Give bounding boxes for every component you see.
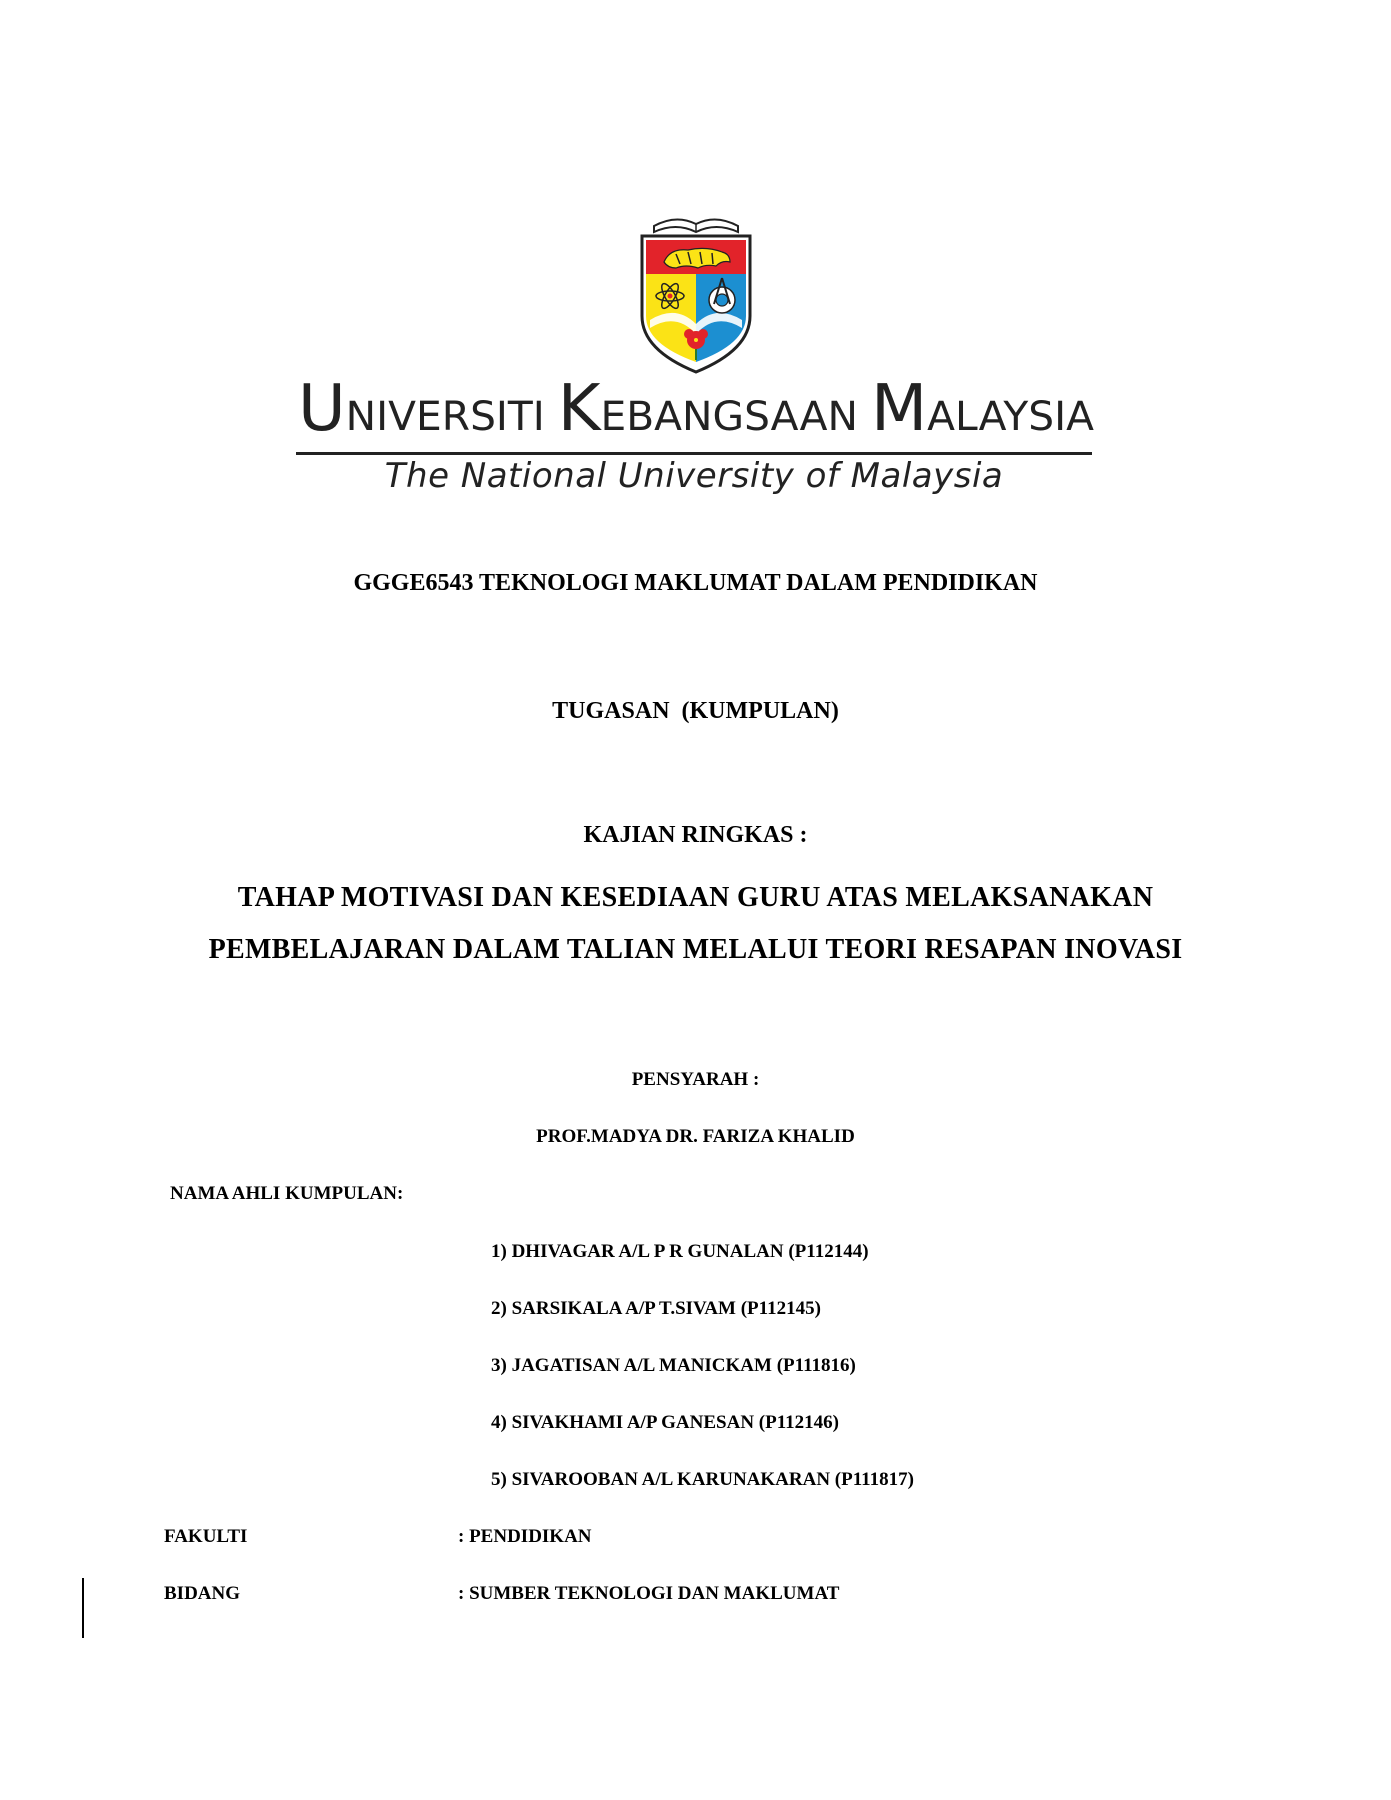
university-wordmark <box>296 370 1096 440</box>
member-item: 4) SIVAKHAMI A/P GANESAN (P112146) <box>491 1412 840 1433</box>
svg-text:UNIVERSITI KEBANGSAAN MALAYSIA: UNIVERSITI KEBANGSAAN MALAYSIA <box>298 372 1092 440</box>
logo-divider <box>296 452 1092 455</box>
faculty-label: FAKULTI <box>164 1526 248 1547</box>
lecturer-name: PROF.MADYA DR. FARIZA KHALID <box>536 1126 855 1147</box>
text-cursor <box>82 1578 84 1638</box>
course-title: GGGE6543 TEKNOLOGI MAKLUMAT DALAM PENDIDIKAN <box>353 570 1038 596</box>
university-tagline: The National University of Malaysia <box>384 456 1004 496</box>
member-item: 3) JAGATISAN A/L MANICKAM (P111816) <box>491 1355 856 1376</box>
field-value: : SUMBER TEKNOLOGI DAN MAKLUMAT <box>458 1583 840 1604</box>
faculty-value: : PENDIDIKAN <box>458 1526 592 1547</box>
lecturer-label: PENSYARAH : <box>631 1069 760 1090</box>
assignment-type: TUGASAN (KUMPULAN) <box>552 698 839 724</box>
members-label: NAMA AHLI KUMPULAN: <box>170 1183 404 1204</box>
ukm-crest-icon <box>636 212 756 376</box>
member-item: 5) SIVAROOBAN A/L KARUNAKARAN (P111817) <box>491 1469 914 1490</box>
study-title-line-2: PEMBELAJARAN DALAM TALIAN MELALUI TEORI RESAPAN INOVASI <box>208 934 1183 965</box>
study-title-line-1: TAHAP MOTIVASI DAN KESEDIAAN GURU ATAS MELAKSANAKAN <box>237 882 1154 913</box>
member-item: 1) DHIVAGAR A/L P R GUNALAN (P112144) <box>491 1241 869 1262</box>
member-item: 2) SARSIKALA A/P T.SIVAM (P112145) <box>491 1298 821 1319</box>
study-label: KAJIAN RINGKAS : <box>583 822 808 848</box>
field-label: BIDANG <box>164 1583 241 1604</box>
